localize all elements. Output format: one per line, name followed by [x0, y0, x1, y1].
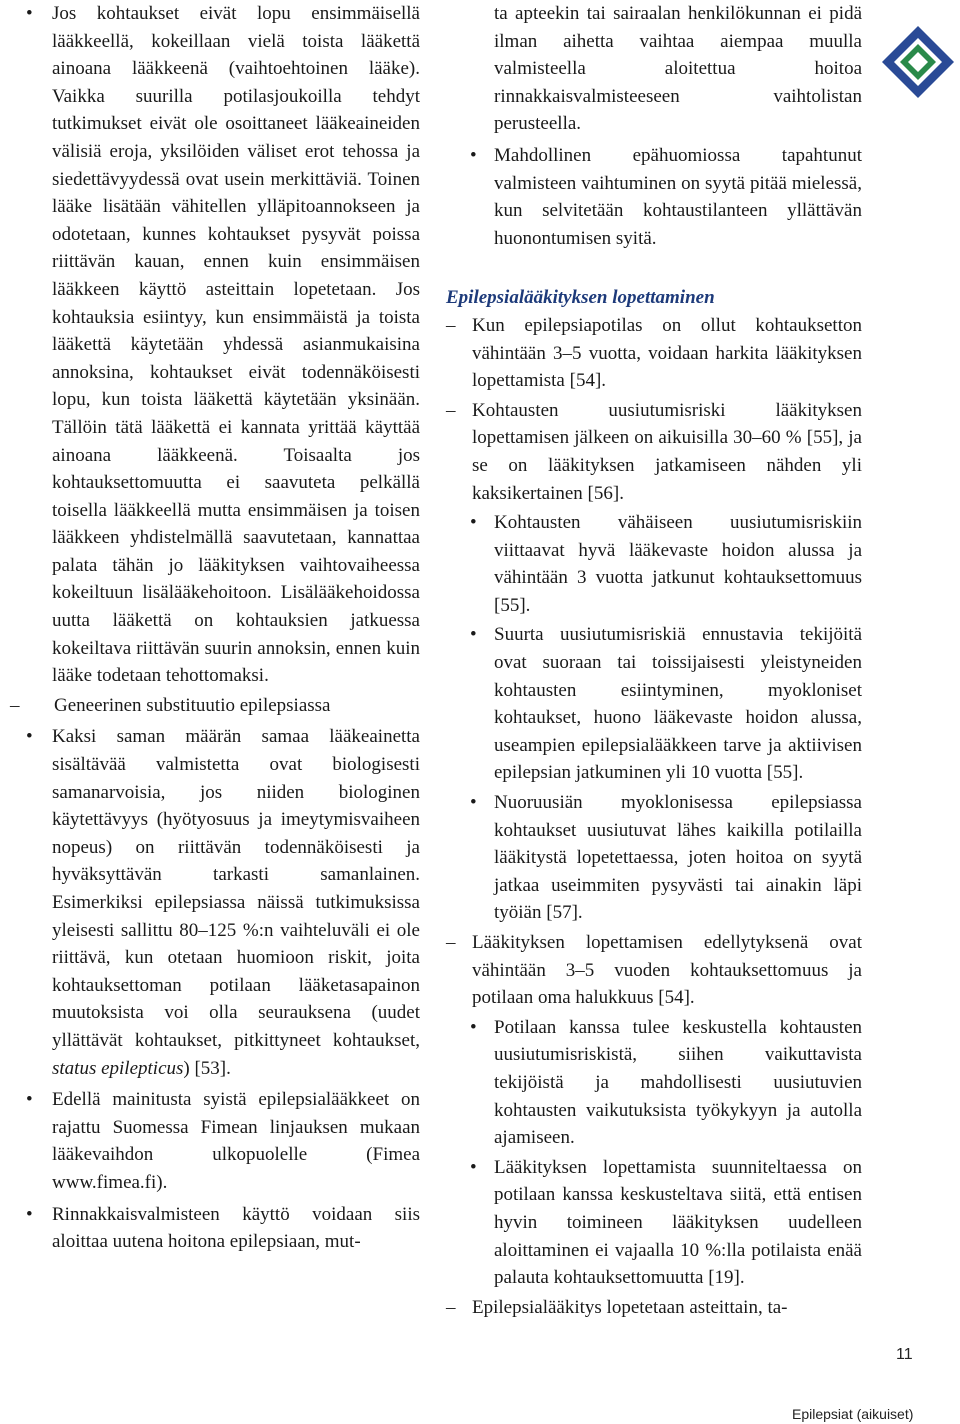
subheading-text: Geneerinen substituutio epilepsiassa [54, 694, 331, 716]
list-item [446, 1154, 862, 1292]
list-item [446, 1014, 862, 1152]
list-item-text: Kohtausten uusiutumisriski lääkityksen lopettamisen jälkeen on aikuisilla 30–60 % [55], ja se on lääkityksen jatkamiseen nähden yli kaksikertainen [56]. [472, 399, 862, 504]
list-item-text: Kun epilepsiapotilas on ollut kohtauksetton vähintään 3–5 vuotta, voidaan harkita lääkityksen lopettamista [54]. [472, 314, 862, 392]
list-item-text: Nuoruusiän myoklonisessa epilepsiassa kohtaukset uusiutuvat lähes kaikilla potilailla lääkitystä lopetettaessa, joten hoitoa on syytä jatkaa useimmiten pysyvästi tai ainakin läpi työiän [57]. [494, 792, 862, 924]
list-item [446, 509, 862, 619]
list-item [10, 1086, 420, 1196]
section-heading: Epilepsialääkityksen lopettaminen [446, 287, 715, 309]
dash-marker: – [446, 932, 456, 953]
bullet-marker: • [470, 512, 477, 534]
list-item-text: Suurta uusiutumisriskiä ennustavia tekijöitä ovat suoraan tai toissijaisesti yleistyneiden kohtausten esiintyminen, myokloniset kohtaukset, huono lääkevaste hoidon alussa, useampien epilepsialääkkeen tarve ja aktiivisen epilepsian jatkuminen yli 10 vuotta [55]. [494, 624, 862, 784]
logo-icon [880, 24, 956, 100]
page-number: 11 [896, 1346, 913, 1363]
bullet-marker: • [470, 792, 477, 814]
bullet-marker: • [26, 3, 33, 24]
list-item [10, 1201, 420, 1256]
citation-text: ) [53]. [183, 1057, 231, 1079]
list-item-text: Lääkityksen lopettamisen edellytyksenä ovat vähintään 3–5 vuoden kohtauksettomuus ja potilaan oma halukkuus [54]. [472, 932, 862, 1009]
list-item [446, 312, 862, 395]
bullet-marker: • [26, 1203, 33, 1225]
list-item-text: Kaksi saman määrän samaa lääkeainetta sisältävää valmistetta ovat biologisesti samanarvoisia, jos niiden biologinen käytettävyys (hyötyosuus ja imeytymisvaiheen nopeus) on riittävän todennäköisesti ja hyväksyttävän tarkasti samanlainen. Esimerkiksi epilepsiassa näissä tutkimuksissa yleisesti sallittu 80–125 %:n vaihteluväli ei ole riittävä, kun otetaan huomioon riskit, joita kohtauksettoman potilaan lääketasapainon muutoksista voi olla seurauksena (uudet yllättävät kohtaukset, pitkittyneet kohtaukset, [52, 726, 420, 1051]
list-item [446, 929, 862, 1012]
list-item-text: Mahdollinen epähuomiossa tapahtunut valmisteen vaihtuminen on syytä pitää mielessä, kun selvitetään kohtaustilanteen yllättävän huonontumisen syitä. [494, 144, 862, 249]
list-item [446, 142, 862, 252]
dash-marker: – [446, 399, 456, 421]
list-item [10, 723, 420, 1082]
list-item-text: Rinnakkaisvalmisteen käyttö voidaan siis aloittaa uutena hoitona epilepsiaan, mut- [52, 1203, 420, 1253]
right-column [446, 0, 862, 1321]
list-item-text: Lääkityksen lopettamista suunniteltaessa on potilaan kanssa keskusteltava siitä, että entisen hyvin toimineen lääkityksen uudelleen aloittaminen ei vajaalla 10 %:lla potilaista enää palauta kohtauksettomuutta [19]. [494, 1156, 862, 1289]
list-item [446, 621, 862, 787]
continued-paragraph [446, 0, 862, 138]
bullet-marker: • [470, 1156, 477, 1178]
list-item [446, 397, 862, 507]
bullet-marker: • [470, 624, 477, 646]
dash-marker: – [446, 314, 456, 336]
list-item-text: Potilaan kanssa tulee keskustella kohtausten uusiutumisriskistä, siihen vaikuttavista tekijöistä ja mahdollisesti uusiutuvien kohtausten vaikutuksista työkykyyn ja autolla ajamiseen. [494, 1016, 862, 1149]
list-item-text: Edellä mainitusta syistä epilepsialääkkeet on rajattu Suomessa Fimean linjauksen mukaan lääkevaihdon ulkopuolelle (Fimea www.fimea.fi). [52, 1089, 420, 1193]
dash-marker: – [446, 1296, 456, 1318]
list-item [10, 692, 420, 720]
bullet-marker: • [26, 1089, 33, 1111]
list-item-text: Epilepsialääkitys lopetetaan asteittain, ta- [472, 1296, 788, 1318]
list-item [10, 0, 420, 690]
list-item-text: Jos kohtaukset eivät lopu ensimmäisellä lääkkeellä, kokeillaan vielä toista lääkettä ainoana lääkkeenä (vaihtoehtoinen lääke). Vaikka suurilla potilasjoukoilla tehdyt tutkimukset eivät ole osoittaneet lääkeaineiden välisiä eroja, yksilöiden väliset erot tehossa ja siedettävyydessä ovat usein merkittäviä. Toinen lääke lisätään vähitellen ylläpitoannokseen ja odotetaan, kunnes kohtaukset pysyvät poissa riittävän kauan, ennen kuin ensimmäisen lääkkeen käyttö asteittain lopetetaan. Jos kohtauksia esiintyy, kun ensimmäistä ja toista lääkettä käytetään yhdessä asianmukaisina annoksina, kohtaukset eivät todennäköisesti lopu, kun toista lääkettä käytetään yksinään. Tällöin tätä lääkettä ei kannata yrittää käyttää ainoana lääkkeenä. Toisaalta jos kohtauksettomuutta ei saavuteta pelkällä toisella lääkkeellä mutta ensimmäisen ja toisen lääkkeen yhdistelmällä saavutetaan, kannattaa palata tähän jo lääkityksen vaihtovaiheessa kokeiltuun lisälääkehoitoon. Lisälääkehoidossa uutta lääkettä on kohtauksien jatkuessa kokeiltava riittävän suurin annoksin, ennen kuin lääke todetaan tehottomaksi. [52, 3, 420, 687]
paragraph-text: ta apteekin tai sairaalan henkilökunnan ei pidä ilman aihetta vaihtaa aiempaa muulla valmisteella aloitettua hoitoa rinnakkaisvalmisteeseen vaihtolistan perusteella. [494, 3, 862, 135]
bullet-marker: • [470, 144, 477, 166]
list-item [446, 1294, 862, 1322]
italic-term: status epilepticus [52, 1057, 184, 1079]
bullet-marker: • [470, 1016, 477, 1038]
footer-title: Epilepsiat (aikuiset) [792, 1406, 914, 1422]
list-item [446, 789, 862, 927]
dash-marker: – [10, 694, 20, 716]
bullet-marker: • [26, 726, 33, 748]
list-item-text: Kohtausten vähäiseen uusiutumisriskiin viittaavat hyvä lääkevaste hoidon alussa ja vähintään 3 vuotta jatkunut kohtauksettomuus [55]. [494, 512, 862, 616]
left-column [10, 0, 420, 1256]
